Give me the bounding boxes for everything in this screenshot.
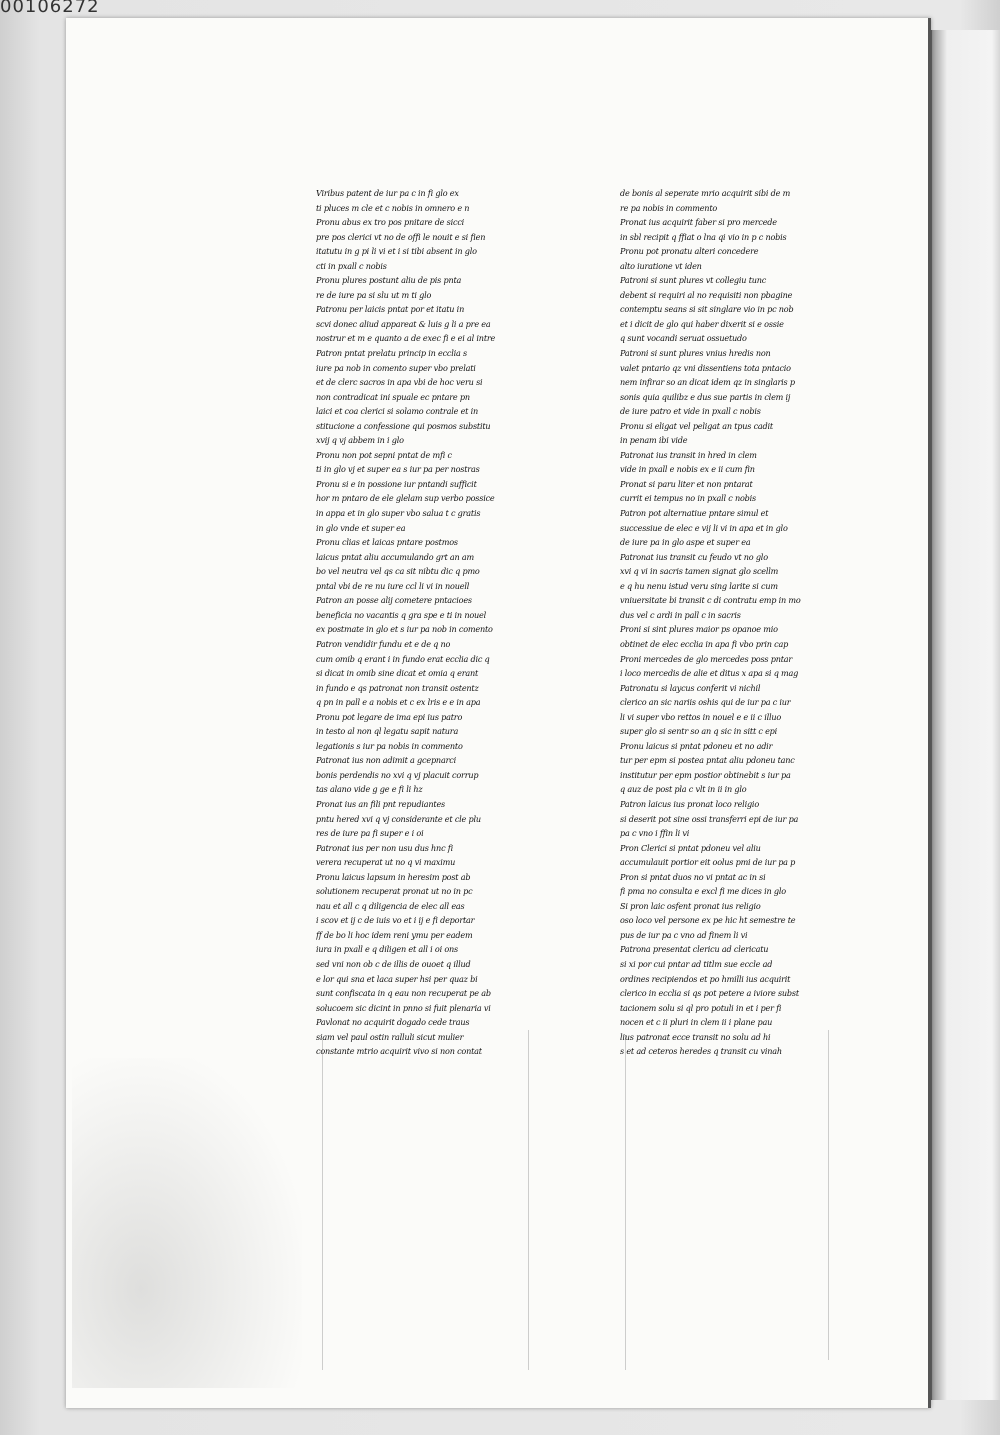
text-line: bo vel neutra vel qs ca sit nibtu dic q pmo xyxy=(316,566,480,577)
text-line: Pronu laicus lapsum in heresim post ab xyxy=(316,871,471,882)
text-line: accumulauit portior eit oolus pmi de iur pa p xyxy=(620,857,796,868)
text-line: Viribus patent de iur pa c in fi glo ex xyxy=(316,188,459,198)
text-line: ex postmate in glo et s iur pa nob in comento xyxy=(316,624,493,635)
text-line: sunt confiscata in q eau non recuperat pe ab xyxy=(316,988,491,999)
text-line: ff de bo li hoc idem reni ymu per eadem xyxy=(316,929,473,940)
text-line: scvi donec aliud appareat & luis g li a pre ea xyxy=(316,318,491,329)
text-line: Patron an posse alij cometere pntacioes xyxy=(316,595,472,606)
text-line: tas alano vide g ge e fi li hz xyxy=(316,784,423,795)
text-line: nocen et c ii pluri in clem ii i plane pau xyxy=(620,1017,773,1028)
text-line: xvi q vi in sacris tamen signat glo scellm xyxy=(620,566,779,577)
text-line: de iure pa in glo aspe et super ea xyxy=(620,537,751,548)
text-line: q pn in pall e a nobis et c ex lris e e in apa xyxy=(316,697,481,708)
text-line: non contradicat ini spuale ec pntare pn xyxy=(316,391,470,402)
text-line: si deserit pot sine ossi transferri epi de iur pa xyxy=(620,813,799,824)
text-line: e q hu nenu istud veru sing larite si cum xyxy=(620,580,778,591)
text-line: vniuersitate bi transit c di contratu emp in mo xyxy=(620,595,801,606)
text-line: Patroni si sunt plures vt collegiu tunc xyxy=(620,275,767,286)
text-line: pntu hered xvi q vj considerante et cle plu xyxy=(316,813,481,824)
text-line: oso loco vel persone ex pe hic ht semestre te xyxy=(620,915,796,926)
text-line: sed vni non ob c de illis de ouoet q illud xyxy=(316,958,471,969)
water-stain xyxy=(72,1058,302,1388)
text-line: i scov et ij c de iuis vo et i ij e fi deportar xyxy=(316,915,475,926)
text-line: iura in pxall e q diligen et all i oi ons xyxy=(316,944,459,955)
text-line: debent si requiri al no requisiti non pbagine xyxy=(620,289,793,300)
text-line: cti in pxall c nobis xyxy=(316,260,387,271)
text-line: cum omib q erant i in fundo erat ecclia dic q xyxy=(316,653,490,664)
ruling-line xyxy=(528,1030,529,1370)
text-line: Pronu abus ex tro pos pnitare de sicci xyxy=(316,217,465,228)
text-line: Pronu plures postunt aliu de pis pnta xyxy=(316,275,462,286)
opposite-page-edge xyxy=(930,30,1000,1400)
text-line: Patronat ius transit in hred in clem xyxy=(620,449,757,460)
text-line: q auz de post pla c vlt in ii in glo xyxy=(620,784,747,795)
text-line: verera recuperat ut no q vi maximu xyxy=(316,857,456,868)
text-line: bonis perdendis no xvi q vj placuit corrup xyxy=(316,769,479,780)
text-line: lius patronat ecce transit no solu ad hi xyxy=(620,1031,771,1042)
text-line: Pronu si eligat vel peligat an tpus cadit xyxy=(620,420,773,431)
ruling-line xyxy=(828,1030,829,1360)
text-line: de bonis al seperate mrio acquirit sibi de m xyxy=(620,188,791,198)
text-line: pus de iur pa c vno ad finem li vi xyxy=(620,929,748,940)
text-line: vide in pxall e nobis ex e ii cum fin xyxy=(620,464,755,475)
text-line: Pronu clias et laicas pntare postmos xyxy=(316,537,458,548)
text-line: successiue de elec e vij li vi in apa et in glo xyxy=(620,522,788,533)
text-line: laicus pntat aliu accumulando grt an am xyxy=(316,551,474,562)
text-line: Pronat ius acquirit faber si pro mercede xyxy=(620,217,777,228)
text-line: Patrona presentat clericu ad clericatu xyxy=(620,944,769,955)
text-line: solucoem sic dicint in pnno si fuit plenaria vi xyxy=(316,1002,491,1013)
text-line: itatutu in g pi li vi et i si tibi absent in glo xyxy=(316,246,477,257)
text-line: nostrur et m e quanto a de exec fi e ei al intre xyxy=(316,333,496,344)
text-line: contemptu seans si sit singlare vio in pc nob xyxy=(620,304,794,315)
text-line: constante mtrio acquirit vivo si non contat xyxy=(316,1046,482,1057)
text-line: ordines recipiendos et po hmilli ius acquirit xyxy=(620,973,791,984)
text-line: nem infirar so an dicat idem qz in singlaris p xyxy=(620,377,795,388)
text-line: Pronu laicus si pntat pdoneu et no adir xyxy=(620,740,773,751)
text-line: si xi por cui pntar ad titlm sue eccle ad xyxy=(620,958,773,969)
text-line: Proni si sint plures maior ps opanoe mio xyxy=(620,624,778,635)
text-line: s et ad ceteros heredes q transit cu vinah xyxy=(620,1046,782,1057)
text-line: alto iuratione vt iden xyxy=(620,260,702,271)
text-line: in glo vnde et super ea xyxy=(316,522,406,533)
text-line: li vi super vbo rettos in nouel e e ii c illuo xyxy=(620,711,782,722)
page-number: 00106272 xyxy=(0,0,100,17)
text-line: nau et all c q diligencia de elec all eas xyxy=(316,900,465,911)
text-line: Pavlonat no acquirit dogado cede traus xyxy=(316,1017,470,1028)
text-line: Pron Clerici si pntat pdoneu vel aliu xyxy=(620,842,761,853)
text-line: laici et coa clerici si solamo contrale et in xyxy=(316,406,478,417)
text-line: solutionem recuperat pronat ut no in pc xyxy=(316,886,473,897)
text-line: tacionem solu si ql pro potuli in et i per fi xyxy=(620,1002,782,1013)
text-line: super glo si sentr so an q sic in sitt c epi xyxy=(620,726,778,737)
text-line: iure pa nob in comento super vbo prelati xyxy=(316,362,476,373)
text-line: Pronat si paru liter et non pntarat xyxy=(620,478,753,489)
text-line: Patronat ius per non usu dus hnc fi xyxy=(316,842,453,853)
text-line: Patronat ius transit cu feudo vt no glo xyxy=(620,551,768,562)
text-line: in appa et in glo super vbo salua t c gratis xyxy=(316,508,481,519)
text-line: tur per epm si postea pntat aliu pdoneu tanc xyxy=(620,755,795,766)
text-line: Proni mercedes de glo mercedes poss pntar xyxy=(620,653,793,664)
text-line: Patron vendidir fundu et e de q no xyxy=(316,638,451,649)
text-line: ti in glo vj et super ea s iur pa per nostras xyxy=(316,464,480,475)
text-line: valet pntario qz vni dissentiens tota pntacio xyxy=(620,362,791,373)
text-line: sonis quia quilibz e dus sue partis in clem ij xyxy=(620,391,791,402)
text-line: pntal vbi de re nu iure ccl li vi in nouell xyxy=(316,580,470,591)
text-column-left xyxy=(316,186,538,1059)
text-line: dus vel c ardi in pall c in sacris xyxy=(620,609,741,620)
text-line: res de iure pa fi super e i oi xyxy=(316,828,424,839)
text-line: Patronat ius non adimit a gcepnarci xyxy=(316,755,456,766)
text-line: xvij q vj abbem in i glo xyxy=(316,435,404,446)
text-line: Pronu pot pronatu alteri concedere xyxy=(620,246,759,257)
text-line: ti pluces m cle et c nobis in omnero e n xyxy=(316,202,470,213)
text-line: re pa nobis in commento xyxy=(620,202,718,213)
text-line: in fundo e qs patronat non transit ostentz xyxy=(316,682,479,693)
text-line: si dicat in omib sine dicat et omia q erant xyxy=(316,668,479,679)
text-line: Patronu per laicis pntat por et itatu in xyxy=(316,304,465,315)
text-line: Patron pot alternatiue pntare simul et xyxy=(620,508,769,519)
text-line: clerico an sic nariis oshis qui de iur pa c iur xyxy=(620,697,791,708)
ruling-line xyxy=(322,1040,323,1370)
text-line: pa c vno i ffin li vi xyxy=(620,828,690,839)
text-line: fi pma no consulta e excl fi me dices in glo xyxy=(620,886,786,897)
ruling-line xyxy=(625,1035,626,1370)
text-line: siam vel paul ostin ralluli sicut mulier xyxy=(316,1031,464,1042)
text-line: Patronatu si laycus conferit vi nichil xyxy=(620,682,761,693)
text-line: de iure patro et vide in pxall c nobis xyxy=(620,406,761,417)
text-line: obtinet de elec ecclia in apa fi vbo prin cap xyxy=(620,638,789,649)
text-line: et de clerc sacros in apa vbi de hoc veru si xyxy=(316,377,483,388)
text-line: in penam ibi vide xyxy=(620,435,688,446)
text-line: e lor qui sna et laca super hsi per quaz bi xyxy=(316,973,478,984)
text-line: Pronat ius an fili pnt repudiantes xyxy=(316,798,445,809)
text-line: et i dicit de glo qui haber dixerit si e ossie xyxy=(620,318,784,329)
text-line: q sunt vocandi seruat ossuetudo xyxy=(620,333,747,344)
text-line: Pron si pntat duos no vi pntat ac in si xyxy=(620,871,766,882)
text-line: Si pron laic osfent pronat ius religio xyxy=(620,900,761,911)
text-line: clerico in ecclia si qs pot petere a iviore subst xyxy=(620,988,799,999)
text-column-right xyxy=(620,186,842,1059)
text-line: Patroni si sunt plures vnius hredis non xyxy=(620,348,771,359)
text-line: stitucione a confessione qui posmos substitu xyxy=(316,420,491,431)
text-line: legationis s iur pa nobis in commento xyxy=(316,740,463,751)
text-line: in sbl recipit q ffiat o lna qi vio in p c nobis xyxy=(620,231,787,242)
text-line: Patron laicus ius pronat loco religio xyxy=(620,798,759,809)
text-line: i loco mercedis de alie et ditus x apa si q mag xyxy=(620,668,799,679)
text-line: beneficia no vacantis q gra spe e ti in nouel xyxy=(316,609,486,620)
text-line: pre pos clerici vt no de offi le nouit e si fien xyxy=(316,231,486,242)
text-line: institutur per epm postior obtinebit s iur pa xyxy=(620,769,791,780)
text-line: hor m pntaro de ele glelam sup verbo possice xyxy=(316,493,495,504)
text-line: re de iure pa si slu ut m ti glo xyxy=(316,289,432,300)
text-line: currit ei tempus no in pxall c nobis xyxy=(620,493,756,504)
text-line: Pronu pot legare de ima epi ius patro xyxy=(316,711,463,722)
text-line: Pronu si e in possione iur pntandi sufficit xyxy=(316,478,477,489)
text-line: in testo al non ql legatu sapit natura xyxy=(316,726,459,737)
text-line: Pronu non pot sepni pntat de mfi c xyxy=(316,449,452,460)
text-line: Patron pntat prelatu princip in ecclia s xyxy=(316,348,467,359)
